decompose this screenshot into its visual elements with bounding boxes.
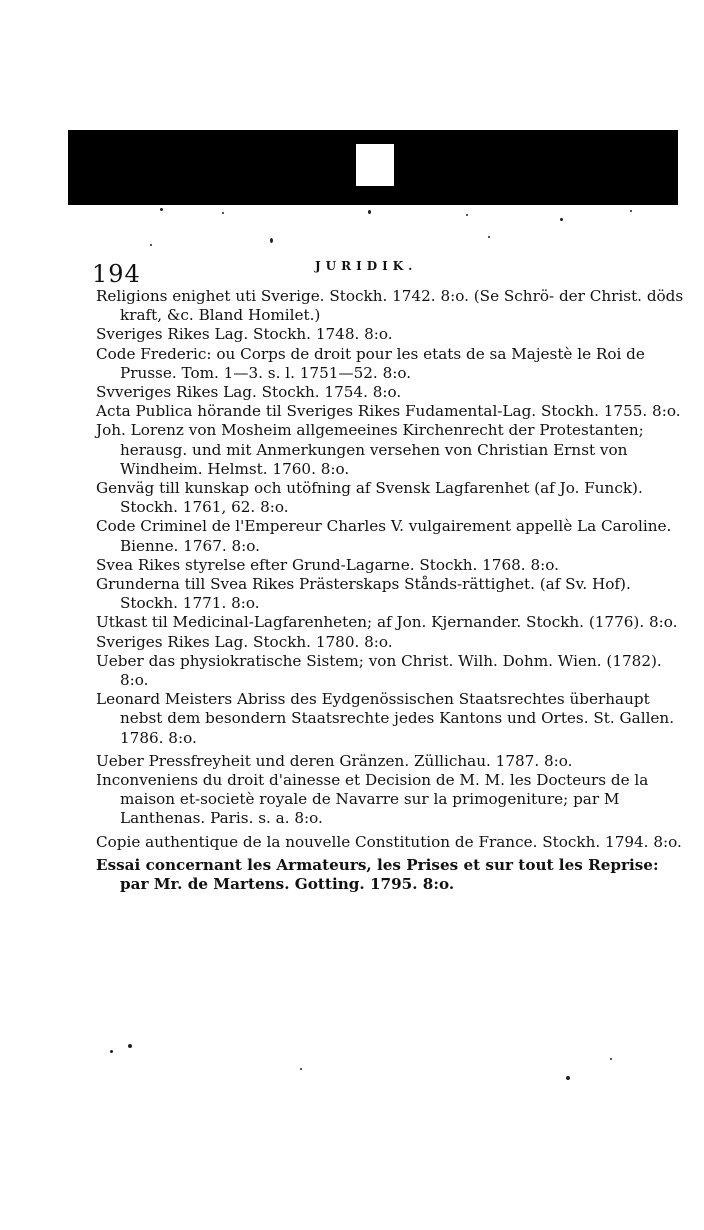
bibliography-entry: Code Frederic: ou Corps de droit pour les etats de sa Majestè le Roi de Prusse. Tom. 1—3. s. l. 1751—52. 8:o. (96, 344, 645, 382)
ink-speck (128, 1044, 132, 1048)
bibliography-entry: Ueber das physiokratische Sistem; von Christ. Wilh. Dohm. Wien. (1782). 8:o. (96, 651, 662, 690)
bibliography-entry: Acta Publica hörande til Sveriges Rikes Fudamental-Lag. Stockh. 1755. 8:o. (96, 402, 681, 421)
bibliography-entry: Code Criminel de l'Empereur Charles V. vulgairement appellè La Caroline. Bienne. 1767. 8:o. (96, 517, 672, 555)
ink-speck (610, 1058, 612, 1060)
bibliography-entry: Joh. Lorenz von Mosheim allgemeeines Kirchenrecht der Protestanten; herausg. und mit Anmerkungen versehen von Christian Ernst von Windheim. Helmst. 1760. 8:o. (96, 421, 644, 478)
bibliography-entry: Sveriges Rikes Lag. Stockh. 1748. 8:o. (96, 325, 393, 344)
ink-speck (270, 238, 273, 243)
bibliography-list (96, 287, 686, 894)
ink-speck (566, 1076, 570, 1080)
ink-speck (466, 214, 468, 216)
ink-speck (222, 212, 224, 214)
bibliography-entry: Religions enighet uti Sverige. Stockh. 1742. 8:o. (Se Schrö- der Christ. döds kraft, &c. Bland Homilet.) (96, 287, 684, 325)
ink-speck (110, 1050, 113, 1053)
bibliography-entry: Utkast til Medicinal-Lagfarenheten; af Jon. Kjernander. Stockh. (1776). 8:o. (96, 613, 678, 632)
bibliography-entry: Svveriges Rikes Lag. Stockh. 1754. 8:o. (96, 383, 402, 402)
ink-speck (368, 210, 371, 214)
bibliography-entry: Copie authentique de la nouvelle Constitution de France. Stockh. 1794. 8:o. (96, 832, 682, 851)
bibliography-entry: Leonard Meisters Abriss des Eydgenössischen Staatsrechtes überhaupt nebst dem besondern Staatsrechte jedes Kantons und Ortes. St. Gallen. 1786. 8:o. (96, 690, 675, 747)
bibliography-entry: Grunderna till Svea Rikes Prästerskaps Stånds-rättighet. (af Sv. Hof). Stockh. 1771. 8:o. (96, 575, 631, 613)
bibliography-entry: Sveriges Rikes Lag. Stockh. 1780. 8:o. (96, 632, 393, 651)
white-notch (356, 144, 394, 186)
bibliography-entry: Ueber Pressfreyheit und deren Gränzen. Züllichau. 1787. 8:o. (96, 751, 573, 770)
running-head: JURIDIK. (315, 259, 418, 273)
ink-speck (160, 208, 163, 211)
bibliography-entry: Genväg till kunskap och utöfning af Svensk Lagfarenhet (af Jo. Funck). Stockh. 1761, 62. 8:o. (96, 479, 643, 517)
black-censor-bar (68, 130, 678, 205)
ink-speck (150, 244, 152, 246)
ink-speck (488, 236, 490, 238)
page-number: 194 (92, 260, 141, 288)
ink-speck (560, 218, 563, 221)
ink-speck (630, 210, 632, 212)
bibliography-entry: Inconveniens du droit d'ainesse et Decision de M. M. les Docteurs de la maison et-societè royale de Navarre sur la primogeniture; par M Lanthenas. Paris. s. a. 8:o. (96, 771, 649, 828)
ink-speck (300, 1068, 302, 1070)
bibliography-entry: Svea Rikes styrelse efter Grund-Lagarne. Stockh. 1768. 8:o. (96, 555, 559, 574)
bibliography-entry: Essai concernant les Armateurs, les Prises et sur tout les Reprise: par Mr. de Martens. Gotting. 1795. 8:o. (96, 855, 659, 894)
